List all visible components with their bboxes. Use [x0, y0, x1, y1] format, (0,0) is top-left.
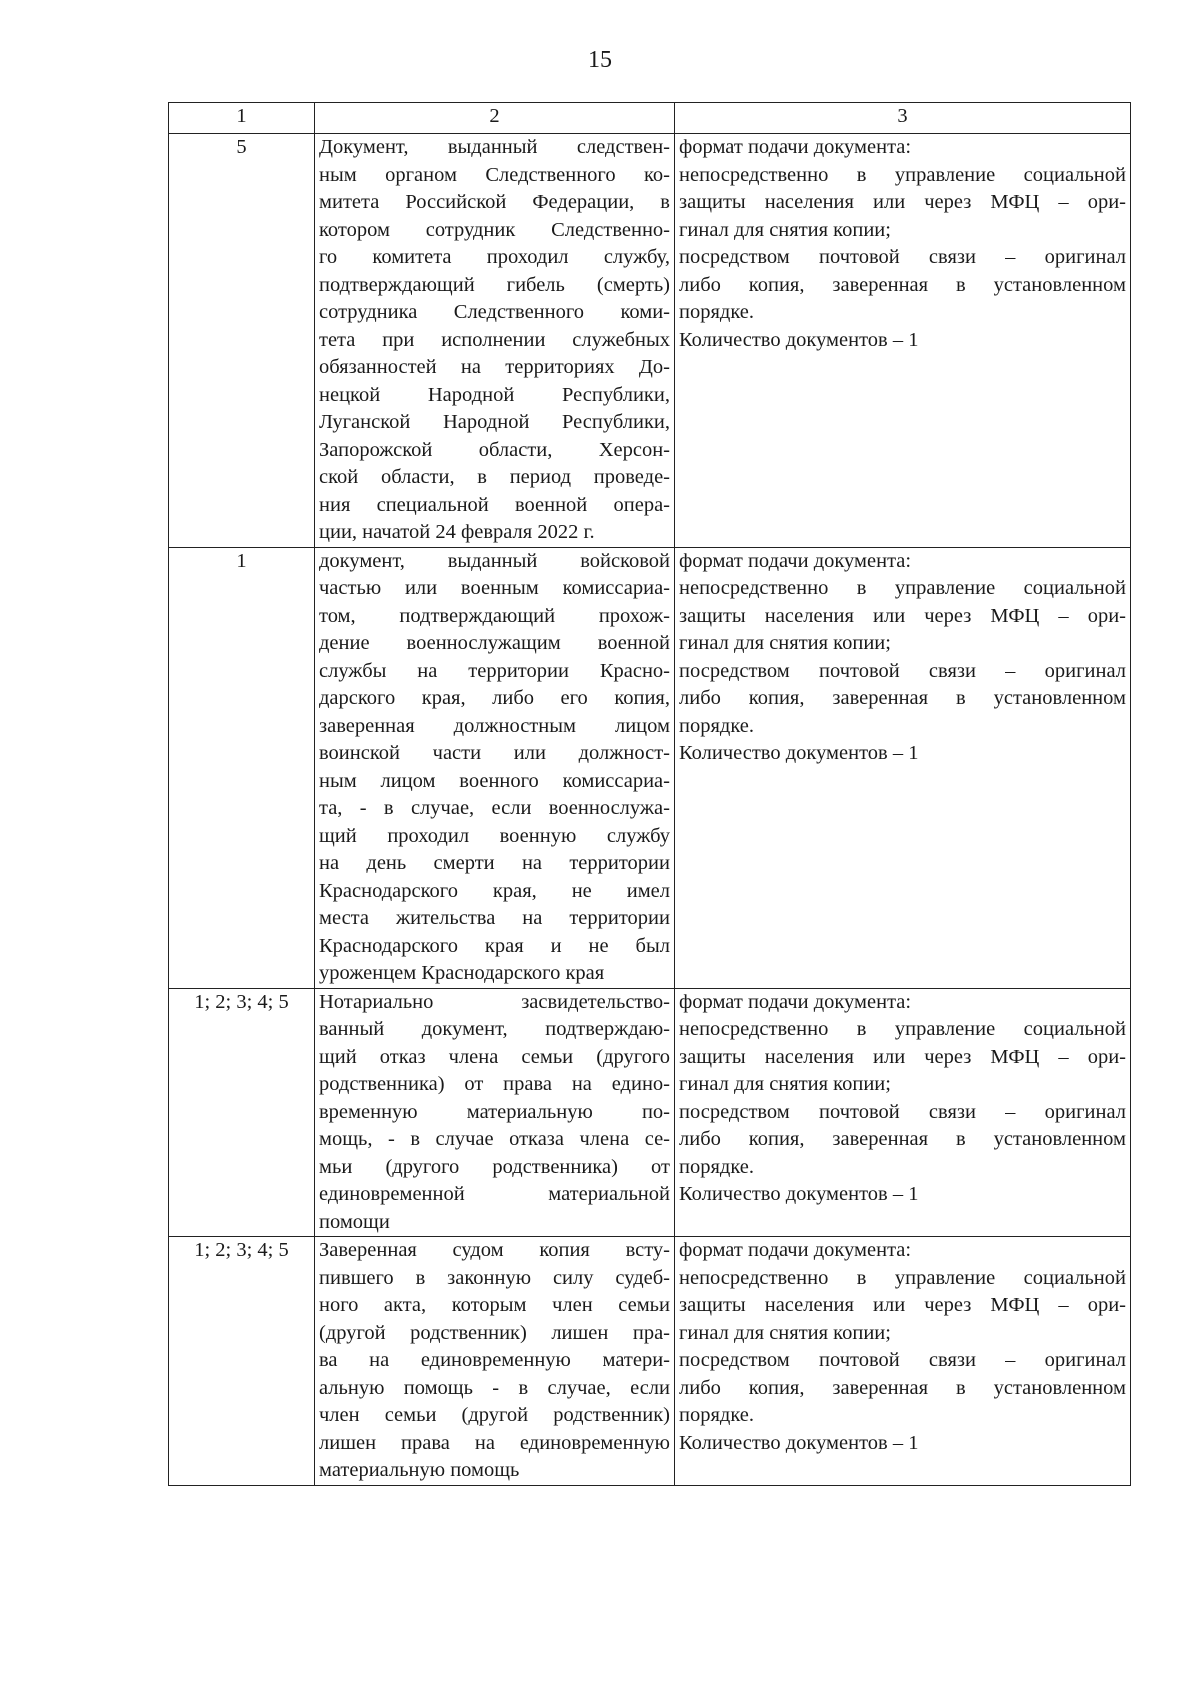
document-description-line: го комитета проходил службу,	[319, 246, 670, 268]
document-description-line: та, - в случае, если военнослужа-	[319, 797, 670, 819]
submission-format-line: Количество документов – 1	[679, 1183, 919, 1205]
document-description-line: уроженцем Краснодарского края	[319, 962, 605, 984]
submission-format-line: посредством почтовой связи – оригинал	[679, 1100, 1126, 1123]
submission-format-line: гинал для снятия копии;	[679, 1321, 891, 1344]
submission-format-line: либо копия, заверенная в установленном	[679, 1128, 1126, 1150]
column-header-document: 2	[315, 103, 675, 134]
submission-format-line: непосредственно в управление социальной	[679, 577, 1126, 599]
submission-format-line: формат подачи документа:	[679, 136, 912, 158]
document-description-line: Запорожской области, Херсон-	[319, 438, 670, 461]
document-description-line: котором сотрудник Следственно-	[319, 218, 670, 241]
table-row	[169, 547, 1131, 988]
table-row	[169, 134, 1131, 548]
document-description-cell	[315, 988, 675, 1237]
submission-format-line: гинал для снятия копии;	[679, 1073, 891, 1095]
submission-format-line: либо копия, заверенная в установленном	[679, 1376, 1126, 1399]
column-header-format: 3	[675, 103, 1131, 134]
submission-format-line: формат подачи документа:	[679, 990, 912, 1013]
submission-format-line: Количество документов – 1	[679, 1431, 919, 1454]
document-description-line: щий отказ члена семьи (другого	[319, 1045, 670, 1068]
submission-format-line: формат подачи документа:	[679, 549, 912, 572]
document-description-line: Документ, выданный следствен-	[319, 136, 670, 158]
submission-format-line: непосредственно в управление социальной	[679, 1018, 1126, 1040]
document-description-line: Заверенная судом копия всту-	[319, 1239, 670, 1261]
document-description-line: единовременной материальной	[319, 1183, 670, 1205]
document-description-line: мьи (другого родственника) от	[319, 1155, 670, 1178]
submission-format-line: либо копия, заверенная в установленном	[679, 687, 1126, 709]
document-description-line: ванный документ, подтверждаю-	[319, 1018, 670, 1040]
table-header-row	[169, 103, 1131, 134]
document-description-line: лишен права на единовременную	[319, 1431, 670, 1454]
document-description-line: ным органом Следственного ко-	[319, 163, 670, 186]
submission-format-line: гинал для снятия копии;	[679, 218, 891, 241]
row-number-cell: 1; 2; 3; 4; 5	[169, 988, 315, 1237]
document-description-line: заверенная должностным лицом	[319, 714, 670, 737]
document-description-line: пившего в законную силу судеб-	[319, 1266, 670, 1289]
row-number-cell: 1; 2; 3; 4; 5	[169, 1237, 315, 1486]
document-description-line: дение военнослужащим военной	[319, 632, 670, 654]
submission-format-cell	[675, 988, 1131, 1237]
submission-format-line: формат подачи документа:	[679, 1239, 912, 1261]
document-description-line: мощь, - в случае отказа члена се-	[319, 1128, 670, 1150]
document-description-cell	[315, 1237, 675, 1486]
submission-format-line: Количество документов – 1	[679, 742, 919, 764]
submission-format-line: порядке.	[679, 1155, 755, 1178]
document-description-line: дарского края, либо его копия,	[319, 687, 670, 709]
submission-format-line: непосредственно в управление социальной	[679, 163, 1126, 186]
document-description-line: Нотариально засвидетельство-	[319, 990, 670, 1013]
submission-format-line: защиты населения или через МФЦ – ори-	[679, 604, 1126, 627]
document-description-line: службы на территории Красно-	[319, 659, 670, 682]
document-description-line: места жительства на территории	[319, 907, 670, 929]
document-description-line: нецкой Народной Республики,	[319, 383, 670, 406]
document-description-line: родственника) от права на едино-	[319, 1073, 670, 1095]
documents-table	[168, 102, 1131, 1486]
submission-format-line: посредством почтовой связи – оригинал	[679, 659, 1126, 682]
submission-format-line: защиты населения или через МФЦ – ори-	[679, 1294, 1126, 1316]
submission-format-line: Количество документов – 1	[679, 328, 919, 351]
document-description-line: документ, выданный войсковой	[319, 549, 670, 572]
page-number: 15	[588, 47, 612, 73]
submission-format-line: гинал для снятия копии;	[679, 632, 891, 654]
document-description-line: ным лицом военного комиссариа-	[319, 769, 670, 792]
document-description-line: митета Российской Федерации, в	[319, 191, 670, 213]
document-description-line: щий проходил военную службу	[319, 824, 670, 847]
document-description-line: Краснодарского края, не имел	[319, 879, 670, 902]
submission-format-line: порядке.	[679, 714, 755, 737]
document-description-line: ного акта, которым член семьи	[319, 1294, 670, 1316]
table-row	[169, 988, 1131, 1237]
submission-format-line: посредством почтовой связи – оригинал	[679, 246, 1126, 268]
document-description-line: обязанностей на территориях До-	[319, 356, 670, 378]
submission-format-cell	[675, 547, 1131, 988]
table-row	[169, 1237, 1131, 1486]
document-description-line: ской области, в период проведе-	[319, 466, 670, 488]
document-description-line: тета при исполнении служебных	[319, 328, 670, 351]
submission-format-cell	[675, 134, 1131, 548]
document-description-line: подтверждающий гибель (смерть)	[319, 273, 670, 296]
document-description-line: член семьи (другой родственник)	[319, 1404, 670, 1426]
document-description-line: воинской части или должност-	[319, 742, 670, 764]
document-description-line: альную помощь - в случае, если	[319, 1376, 670, 1399]
document-description-line: Луганской Народной Республики,	[319, 411, 670, 433]
document-description-line: ния специальной военной опера-	[319, 493, 670, 516]
document-description-line: временную материальную по-	[319, 1100, 670, 1123]
submission-format-line: порядке.	[679, 301, 755, 323]
document-description-cell	[315, 547, 675, 988]
document-description-line: материальную помощь	[319, 1459, 520, 1481]
submission-format-line: защиты населения или через МФЦ – ори-	[679, 1045, 1126, 1068]
document-description-line: на день смерти на территории	[319, 852, 670, 874]
document-description-line: помощи	[319, 1210, 390, 1233]
row-number-cell: 1	[169, 547, 315, 988]
document-description-line: частью или военным комиссариа-	[319, 577, 670, 599]
submission-format-line: либо копия, заверенная в установленном	[679, 273, 1126, 296]
column-header-number: 1	[169, 103, 315, 134]
row-number-cell: 5	[169, 134, 315, 548]
document-description-cell	[315, 134, 675, 548]
submission-format-line: непосредственно в управление социальной	[679, 1266, 1126, 1289]
document-description-line: Краснодарского края и не был	[319, 934, 670, 957]
submission-format-cell	[675, 1237, 1131, 1486]
document-description-line: (другой родственник) лишен пра-	[319, 1321, 670, 1344]
submission-format-line: защиты населения или через МФЦ – ори-	[679, 191, 1126, 213]
document-description-line: ва на единовременную матери-	[319, 1349, 670, 1371]
submission-format-line: посредством почтовой связи – оригинал	[679, 1349, 1126, 1371]
submission-format-line: порядке.	[679, 1404, 755, 1426]
document-description-line: ции, начатой 24 февраля 2022 г.	[319, 521, 595, 543]
document-description-line: том, подтверждающий прохож-	[319, 604, 670, 627]
document-description-line: сотрудника Следственного коми-	[319, 301, 670, 323]
